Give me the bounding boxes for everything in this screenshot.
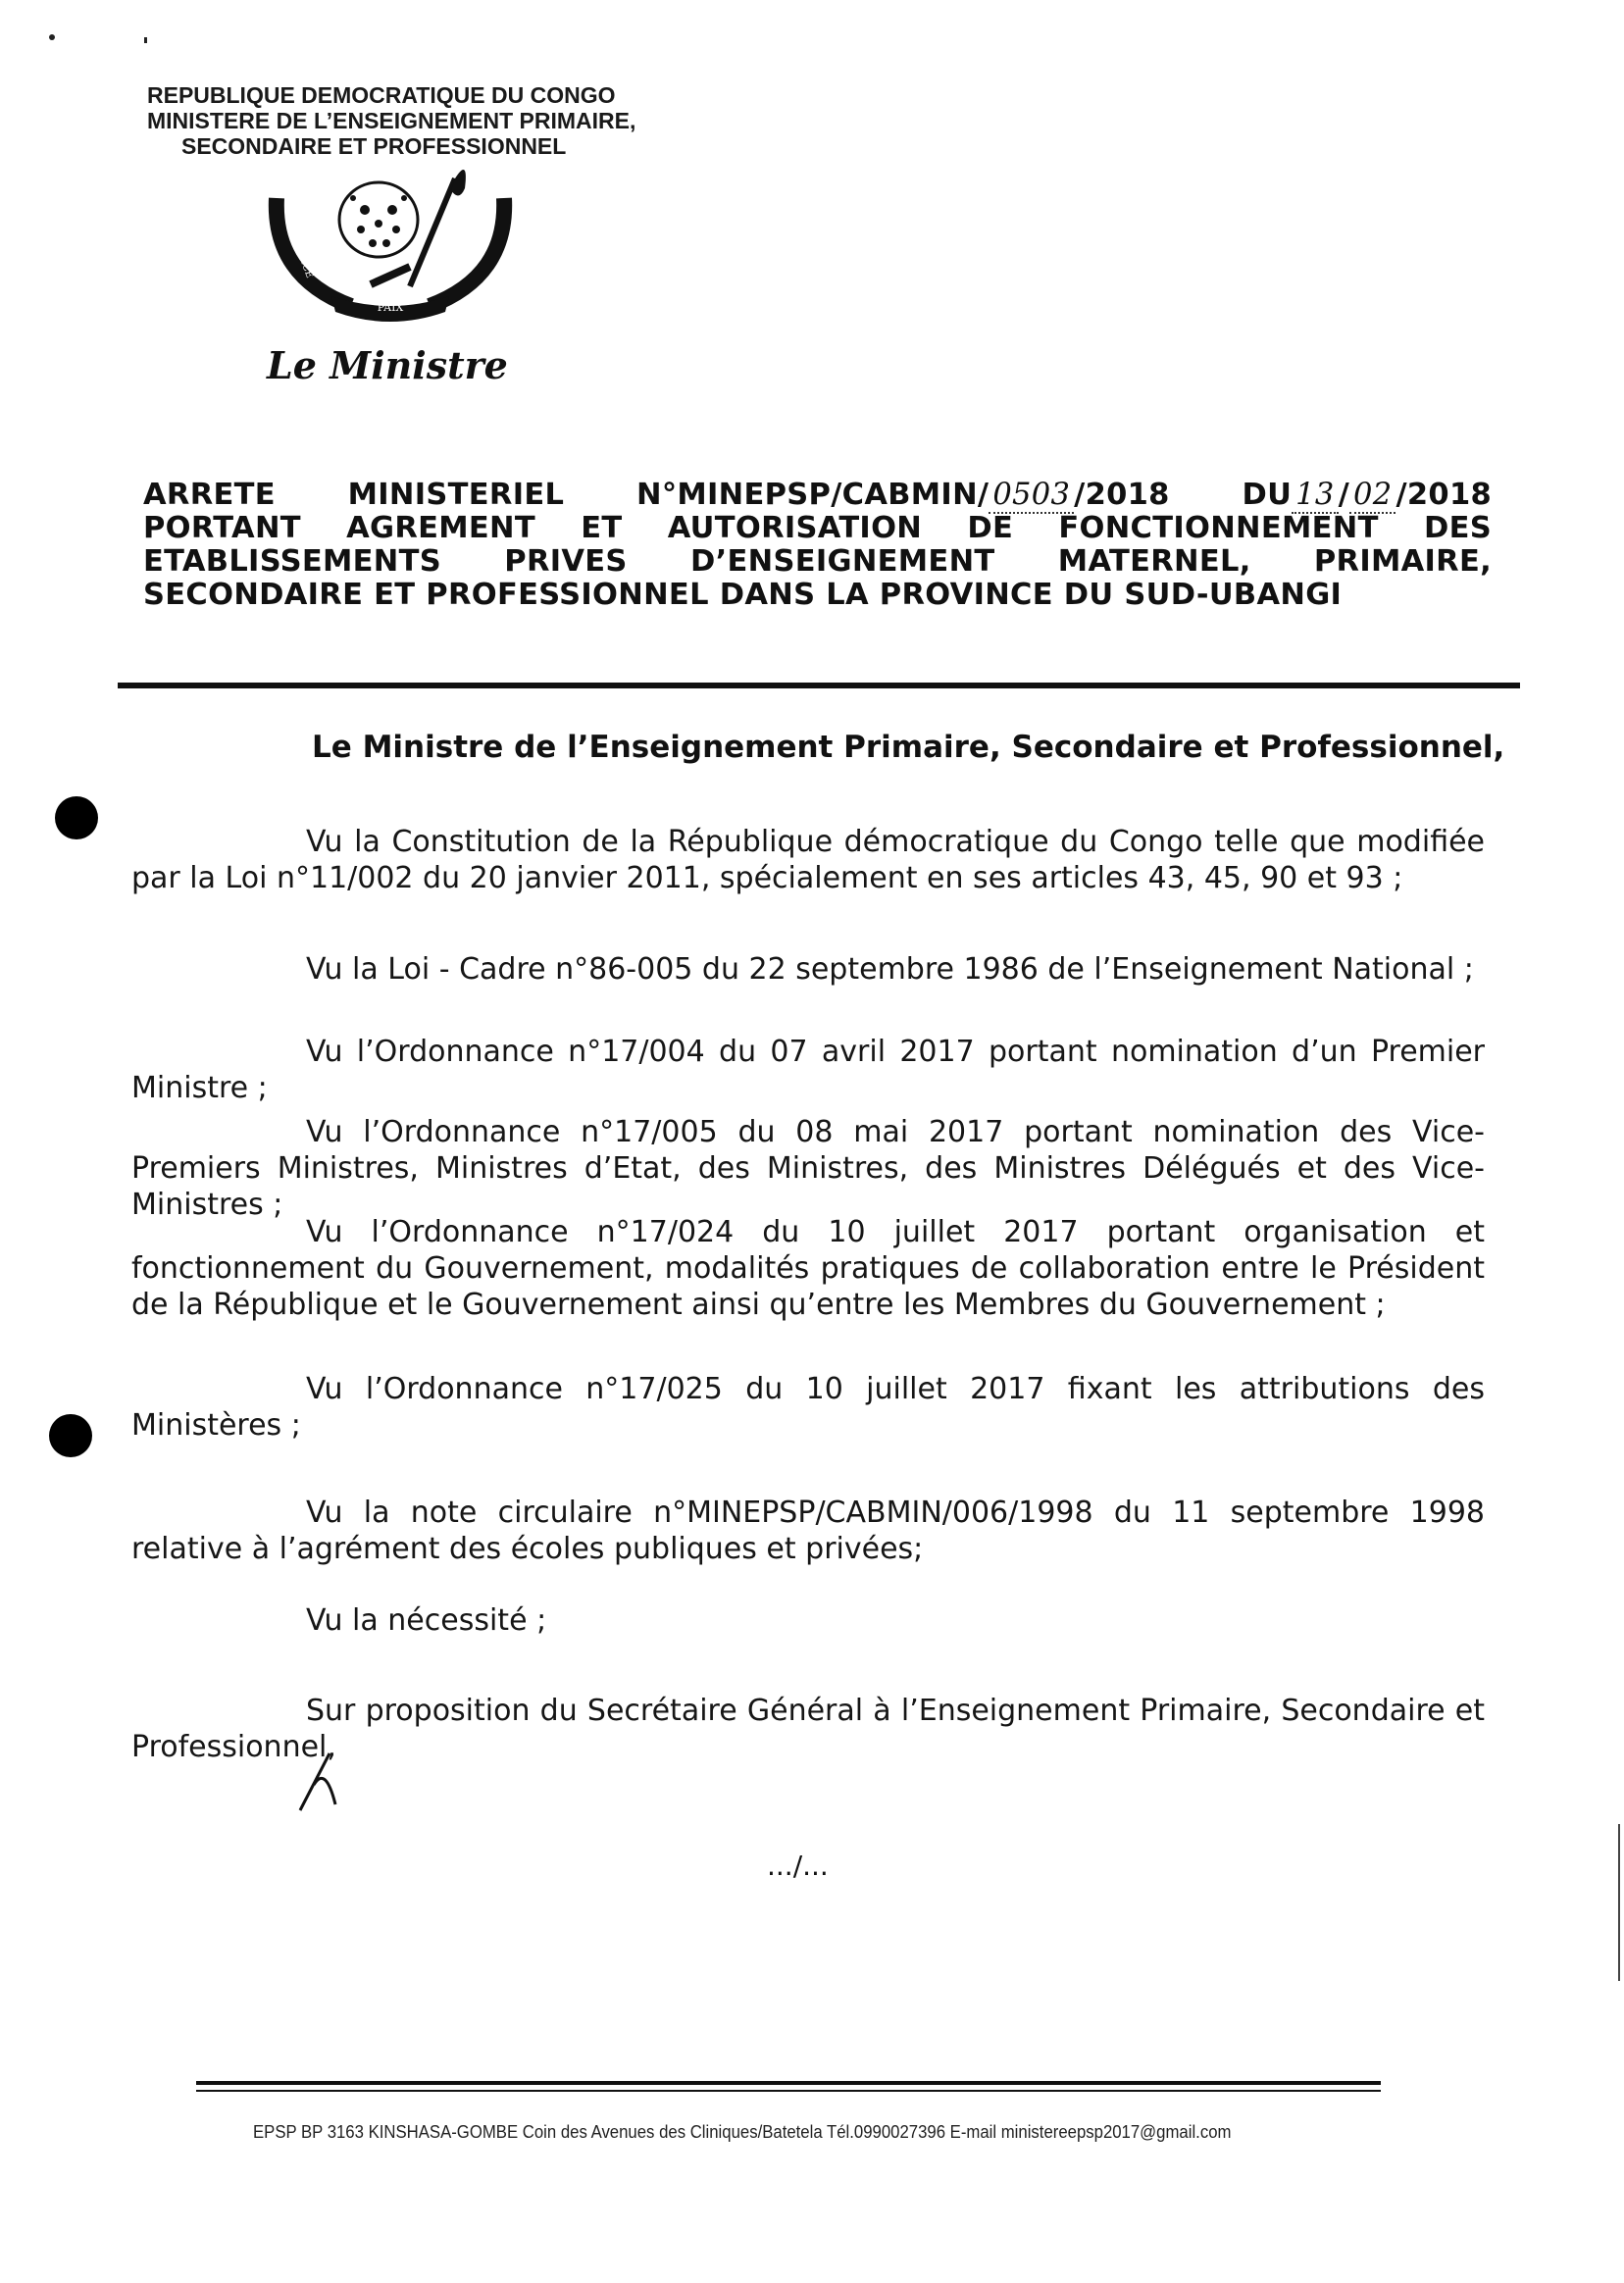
decree-number-handwritten: 0503 <box>989 478 1074 514</box>
recital-ordonnance-17-005: Vu l’Ordonnance n°17/005 du 08 mai 2017 portant nomination des Vice-Premiers Ministres, Ministres d’Etat, des Ministres, des Ministres Délégués et des Vice-Ministres ; <box>131 1115 1485 1222</box>
decree-title <box>143 479 1492 612</box>
decree-title-line3: ETABLISSEMENTS PRIVES D’ENSEIGNEMENT MATERNEL, PRIMAIRE, <box>143 544 1492 579</box>
decree-year: /2018 <box>1396 478 1492 512</box>
scan-speck <box>49 34 55 40</box>
letterhead-country: REPUBLIQUE DEMOCRATIQUE DU CONGO <box>147 82 616 108</box>
page-continuation: .../... <box>767 1850 829 1882</box>
recital-ordonnance-17-025: Vu l’Ordonnance n°17/025 du 10 juillet 2017 fixant les attributions des Ministères ; <box>131 1372 1485 1443</box>
issuer-heading: Le Ministre de l’Enseignement Primaire, Secondaire et Professionnel, <box>312 730 1505 765</box>
letterhead-ministry-cont: SECONDAIRE ET PROFESSIONNEL <box>181 133 567 159</box>
recital-loi-cadre: Vu la Loi - Cadre n°86-005 du 22 septembre 1986 de l’Enseignement National ; <box>306 952 1474 987</box>
recital-proposition: Sur proposition du Secrétaire Général à l’Enseignement Primaire, Secondaire et Professionnel, <box>131 1694 1485 1764</box>
recital-ordonnance-17-024: Vu l’Ordonnance n°17/024 du 10 juillet 2017 portant organisation et fonctionnement du Gouvernement, modalités pratiques de collaboration entre le Président de la République et le Gouvernement ainsi qu’entre les Membres du Gouvernement ; <box>131 1215 1485 1322</box>
recital-ordonnance-17-004: Vu l’Ordonnance n°17/004 du 07 avril 2017 portant nomination d’un Premier Ministre ; <box>131 1035 1485 1105</box>
recital-note-circulaire: Vu la note circulaire n°MINEPSP/CABMIN/006/1998 du 11 septembre 1998 relative à l’agrément des écoles publiques et privées; <box>131 1496 1485 1566</box>
recital-constitution: Vu la Constitution de la République démocratique du Congo telle que modifiée par la Loi n°11/002 du 20 janvier 2011, spécialement en ses articles 43, 45, 90 et 93 ; <box>131 825 1485 895</box>
scan-edge <box>1618 1824 1620 1981</box>
punch-hole-icon <box>49 1414 92 1457</box>
emblem-motto-right: TRAVAIL <box>475 173 501 220</box>
letterhead-ministry: MINISTERE DE L’ENSEIGNEMENT PRIMAIRE, <box>147 108 636 133</box>
coat-of-arms-icon <box>263 159 518 335</box>
decree-title-line4: SECONDAIRE ET PROFESSIONNEL DANS LA PROVINCE DU SUD-UBANGI <box>143 578 1343 612</box>
decree-year-label: /2018 DU <box>1074 478 1293 512</box>
emblem-motto-left: JUSTICE <box>289 234 315 280</box>
punch-hole-icon <box>55 796 98 839</box>
footer-divider <box>196 2081 1381 2085</box>
footer-address: EPSP BP 3163 KINSHASA-GOMBE Coin des Avenues des Cliniques/Batetela Tél.0990027396 E-mail ministereepsp2017@gmail.com <box>253 2122 1232 2142</box>
decree-title-line1: ARRETE MINISTERIEL N°MINEPSP/CABMIN/ 0503 /2018 DU 13 / 02 /2018 <box>143 478 1492 512</box>
scan-speck <box>144 37 147 43</box>
letterhead <box>147 82 696 159</box>
decree-day-handwritten: 13 <box>1292 478 1338 514</box>
decree-title-line2: PORTANT AGREMENT ET AUTORISATION DE FONCTIONNEMENT DES <box>143 511 1492 545</box>
recital-necessite: Vu la nécessité ; <box>306 1603 547 1638</box>
footer-divider-thin <box>196 2090 1381 2092</box>
decree-number-prefix: ARRETE MINISTERIEL N°MINEPSP/CABMIN/ <box>143 478 990 512</box>
emblem-motto-center: PAIX <box>377 301 404 314</box>
title-divider <box>118 683 1520 688</box>
initials-mark <box>296 1746 345 1814</box>
minister-title: Le Ministre <box>267 343 508 387</box>
decree-month-handwritten: 02 <box>1349 478 1396 514</box>
